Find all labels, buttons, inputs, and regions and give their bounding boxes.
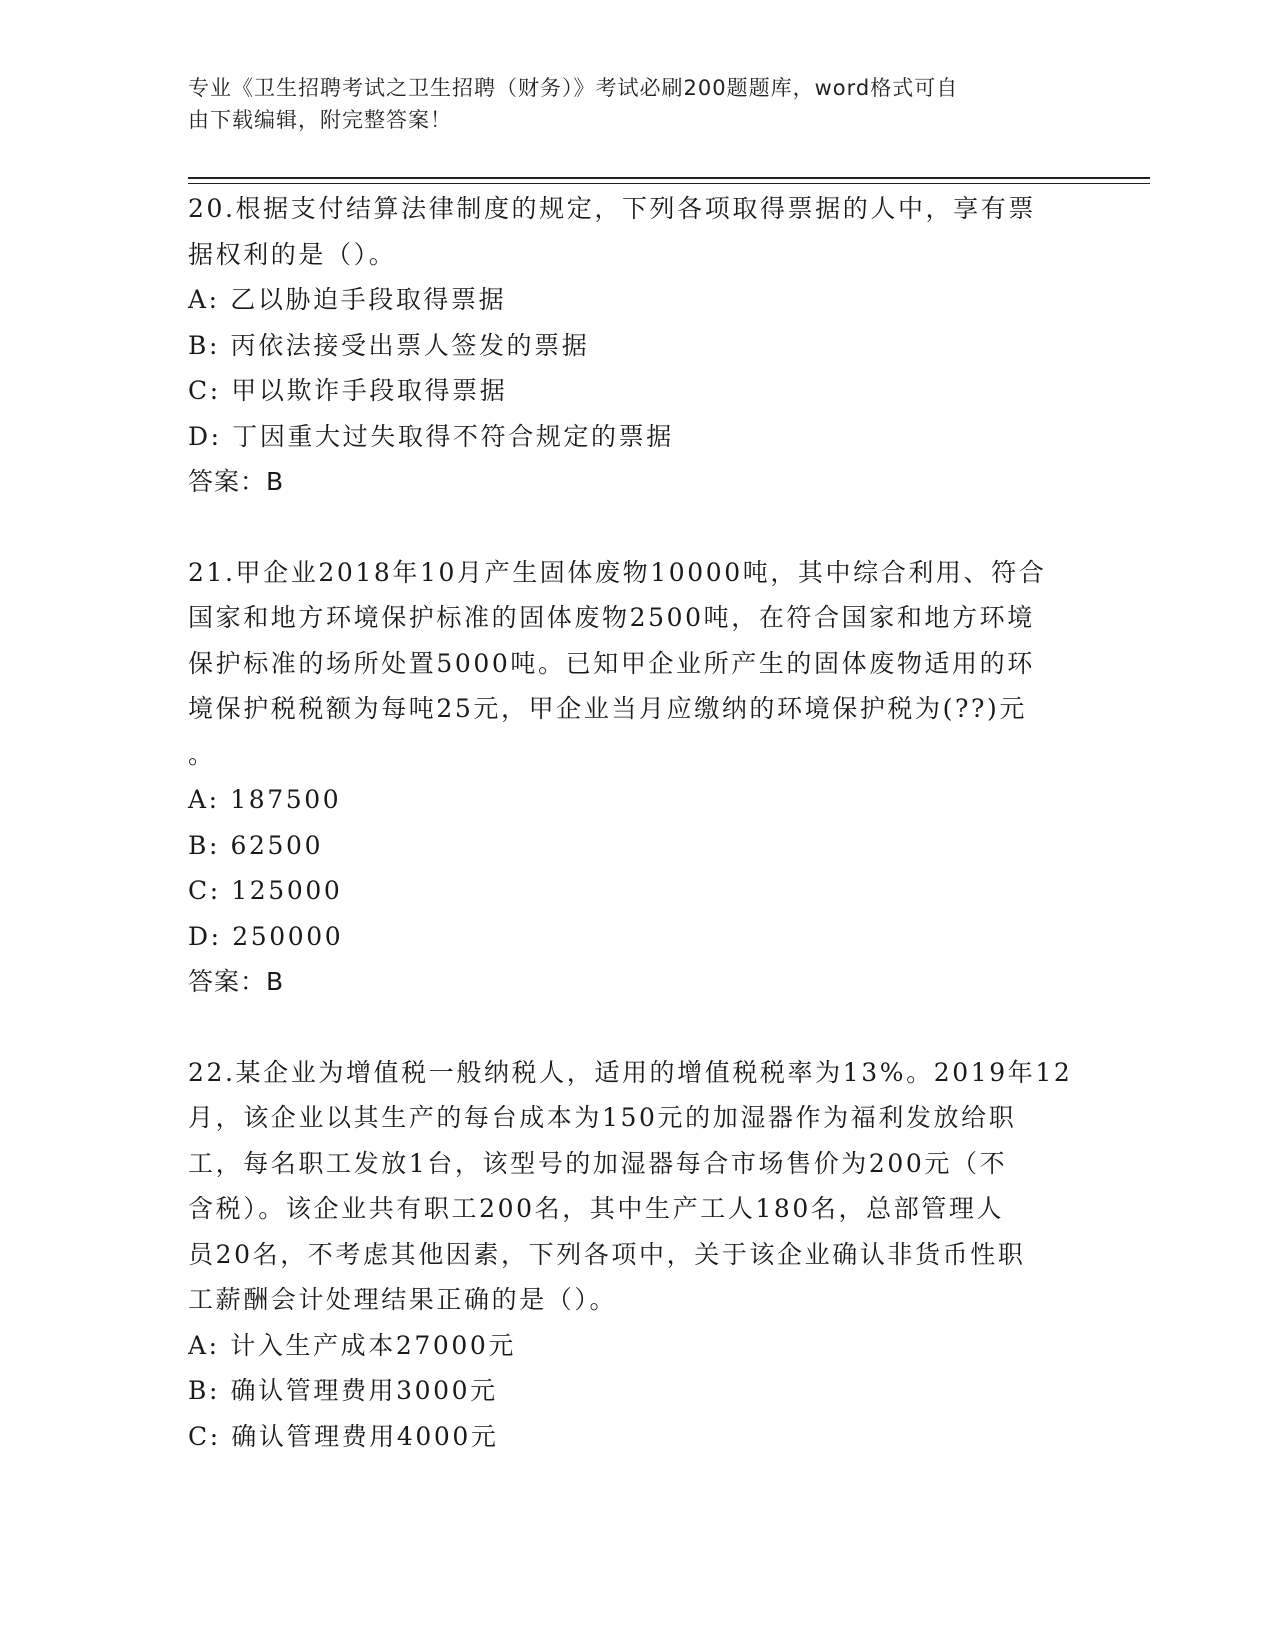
option-b: B: 确认管理费用3000元 [188, 1376, 498, 1405]
question-stem-line: 含税）。该企业共有职工200名，其中生产工人180名，总部管理人 [188, 1194, 1005, 1223]
question-20 [188, 186, 1088, 505]
option-b: B: 62500 [188, 830, 324, 860]
option-b: B: 丙依法接受出票人签发的票据 [188, 330, 590, 360]
question-stem-line: 21.甲企业2018年10月产生固体废物10000吨，其中综合利用、符合 [188, 557, 1047, 587]
option-a: A: 计入生产成本27000元 [188, 1330, 516, 1360]
question-22 [188, 1050, 1088, 1460]
option-a: A: 187500 [188, 785, 342, 814]
header-divider-thin [188, 183, 1150, 184]
question-spacer [188, 505, 1088, 550]
question-stem-line: 境保护税税额为每吨25元，甲企业当月应缴纳的环境保护税为(??)元 [188, 694, 1027, 723]
question-stem-line: 员20名，不考虑其他因素，下列各项中，关于该企业确认非货币性职 [188, 1239, 1026, 1269]
question-stem-line: 国家和地方环境保护标准的固体废物2500吨，在符合国家和地方环境 [188, 603, 1035, 632]
question-21 [188, 550, 1088, 1005]
question-stem-line: 工薪酬会计处理结果正确的是（）。 [188, 1285, 618, 1314]
question-stem-line: 。 [188, 739, 216, 769]
question-stem-line: 20.根据支付结算法律制度的规定，下列各项取得票据的人中，享有票 [188, 194, 1036, 223]
answer-line: 答案：B [188, 467, 285, 496]
option-c: C: 甲以欺诈手段取得票据 [188, 376, 508, 405]
option-a: A: 乙以胁迫手段取得票据 [188, 285, 507, 314]
question-list [188, 186, 1088, 1459]
question-spacer [188, 1005, 1088, 1050]
option-d: D: 250000 [188, 921, 344, 951]
option-d: D: 丁因重大过失取得不符合规定的票据 [188, 421, 674, 451]
document-header [188, 72, 1068, 136]
answer-line: 答案：B [188, 967, 285, 996]
header-line-2: 由下载编辑，附完整答案！ [188, 108, 452, 132]
question-stem-line: 工，每名职工发放1台，该型号的加湿器每合市场售价为200元（不 [188, 1148, 1008, 1178]
question-stem-line: 月，该企业以其生产的每台成本为150元的加湿器作为福利发放给职 [188, 1103, 1017, 1132]
header-divider-thick [188, 177, 1150, 179]
header-line-1: 专业《卫生招聘考试之卫生招聘（财务）》考试必刷200题题库，word格式可自 [188, 76, 959, 100]
question-stem-line: 保护标准的场所处置5000吨。已知甲企业所产生的固体废物适用的环 [188, 648, 1035, 678]
question-stem-line: 据权利的是（）。 [188, 239, 397, 269]
option-c: C: 125000 [188, 876, 343, 905]
question-stem-line: 22.某企业为增值税一般纳税人，适用的增值税税率为13%。2019年12 [188, 1057, 1073, 1087]
option-c: C: 确认管理费用4000元 [188, 1421, 499, 1451]
